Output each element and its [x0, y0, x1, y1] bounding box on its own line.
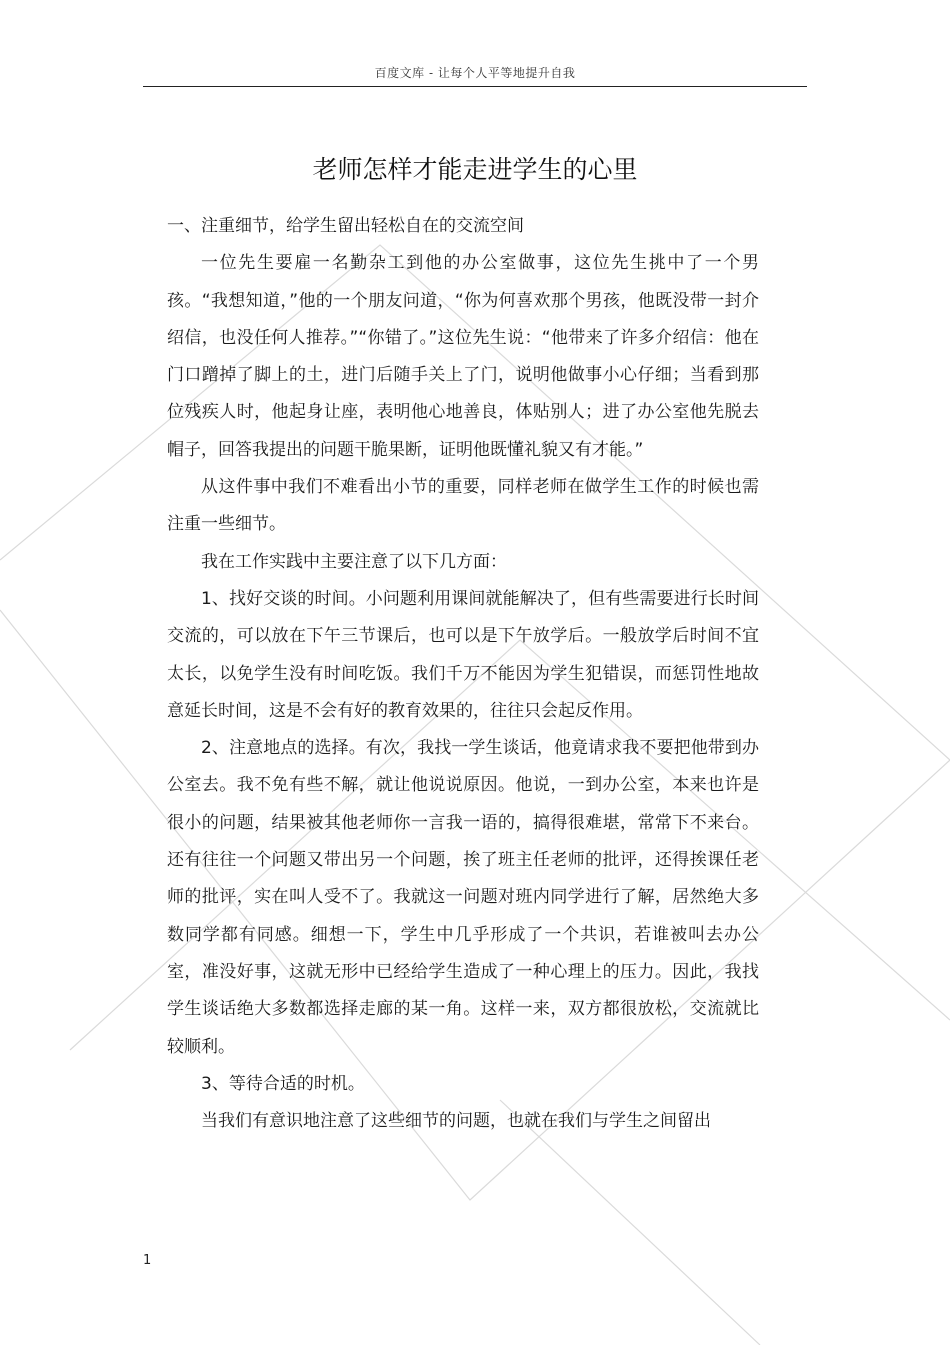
header-text: 百度文库 - 让每个人平等地提升自我 [374, 66, 576, 80]
document-title: 老师怎样才能走进学生的心里 [312, 155, 638, 184]
paragraph-point-1: 1、找好交谈的时间。小问题利用课间就能解决了，但有些需要进行长时间交流的，可以放在下午三节课后，也可以是下午放学后。一般放学后时间不宜太长，以免学生没有时间吃饭。我们千万不能因为学生犯错误，而惩罚性地故意延长时间，这是不会有好的教育效果的，往往只会起反作用。 [167, 588, 759, 721]
page-number: 1 [143, 1253, 152, 1268]
paragraph-point-2: 2、注意地点的选择。有次，我找一学生谈话，他竟请求我不要把他带到办公室去。我不免有些不解，就让他说说原因。他说，一到办公室，本来也许是很小的问题，结果被其他老师你一言我一语的，搞得很难堪，常常下不来台。还有往往一个问题又带出另一个问题，挨了班主任老师的批评，还得挨课任老师的批评，实在叫人受不了。我就这一问题对班内同学进行了解，居然绝大多数同学都有同感。细想一下，学生中几乎形成了一个共识，若谁被叫去办公室，准没好事，这就无形中已经给学生造成了一种心理上的压力。因此，我找学生谈话绝大多数都选择走廊的某一角。这样一来，双方都很放松，交流就比较顺利。 [167, 738, 759, 1057]
paragraph-continuation: 当我们有意识地注意了这些细节的问题，也就在我们与学生之间留出 [201, 1111, 711, 1132]
paragraph-intro: 我在工作实践中主要注意了以下几方面： [201, 551, 507, 572]
paragraph-point-3: 3、等待合适的时机。 [201, 1073, 365, 1094]
paragraph-story: 一位先生要雇一名勤杂工到他的办公室做事，这位先生挑中了一个男孩。“我想知道，”他的一个朋友问道，“你为何喜欢那个男孩，他既没带一封介绍信，也没任何人推荐。”“你错了。”这位先生说：“他带来了许多介绍信：他在门口蹭掉了脚上的土，进门后随手关上了门，说明他做事小心仔细；当看到那位残疾人时，他起身让座，表明他心地善良，体贴别人；进了办公室他先脱去帽子，回答我提出的问题干脆果断，证明他既懂礼貌又有才能。” [167, 253, 759, 460]
page-header [143, 62, 807, 87]
paragraph-lesson: 从这件事中我们不难看出小节的重要，同样老师在做学生工作的时候也需注重一些细节。 [167, 477, 759, 535]
section-heading: 一、注重细节，给学生留出轻松自在的交流空间 [167, 216, 524, 236]
document-body [167, 208, 759, 1140]
